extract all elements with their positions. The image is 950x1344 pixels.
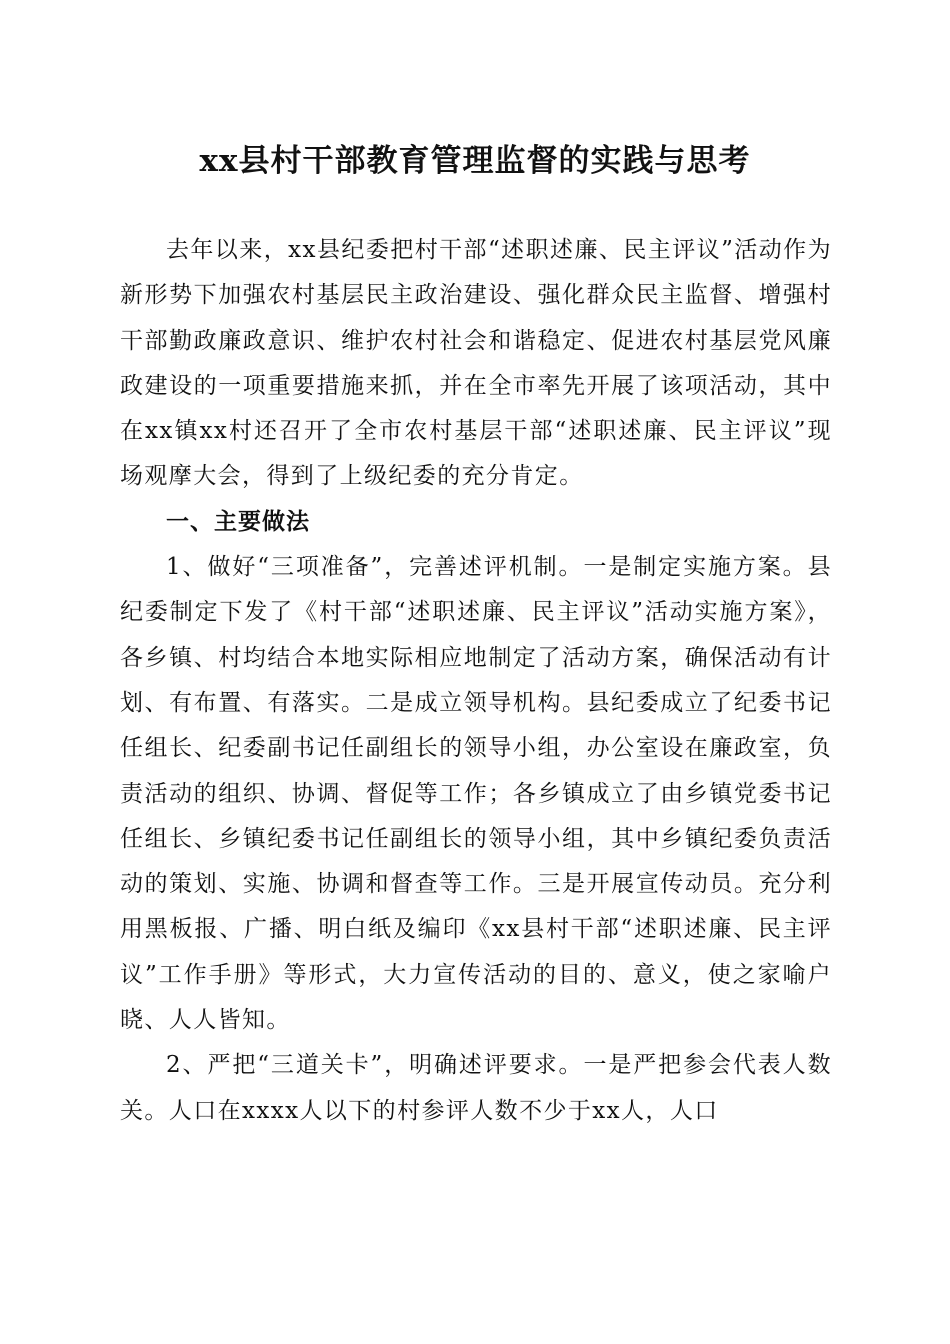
section-heading-main-practices: 一、主要做法 [166,508,310,535]
document-title: xx县村干部教育管理监督的实践与思考 [199,143,751,179]
document-body [120,228,832,1134]
paragraph-three-checkpoints: 2、严把“三道关卡”，明确述评要求。一是严把参会代表人数关。人口在xxxx人以下的村参评人数不少于xx人，人口 [120,1052,832,1124]
paragraph-three-preparations: 1、做好“三项准备”，完善述评机制。一是制定实施方案。县纪委制定下发了《村干部“述职述廉、民主评议”活动实施方案》，各乡镇、村均结合本地实际相应地制定了活动方案，确保活动有计划、有布置、有落实。二是成立领导机构。县纪委成立了纪委书记任组长、纪委副书记任副组长的领导小组，办公室设在廉政室，负责活动的组织、协调、督促等工作；各乡镇成立了由乡镇党委书记任组长、乡镇纪委书记任副组长的领导小组，其中乡镇纪委负责活动的策划、实施、协调和督查等工作。三是开展宣传动员。充分利用黑板报、广播、明白纸及编印《xx县村干部“述职述廉、民主评议”工作手册》等形式，大力宣传活动的目的、意义，使之家喻户晓、人人皆知。 [120,554,832,1034]
paragraph-intro: 去年以来，xx县纪委把村干部“述职述廉、民主评议”活动作为新形势下加强农村基层民主政治建设、强化群众民主监督、增强村干部勤政廉政意识、维护农村社会和谐稳定、促进农村基层党风廉政建设的一项重要措施来抓，并在全市率先开展了该项活动，其中在xx镇xx村还召开了全市农村基层干部“述职述廉、民主评议”现场观摩大会，得到了上级纪委的充分肯定。 [120,237,832,490]
